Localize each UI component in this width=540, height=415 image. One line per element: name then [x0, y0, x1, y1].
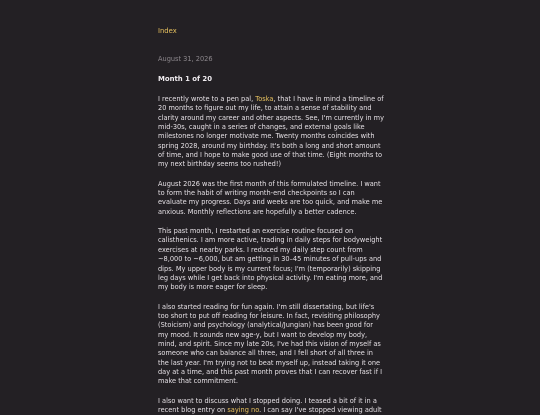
paragraph-3: This past month, I restarted an exercise routine focused on calisthenics. I am more active, trading in daily steps for bodyweight exercises at nearby parks. I reduced my daily step count from ~8,000 to ~6,000, but am getting in 30–45 minutes of pull-ups and dips. My upper body is my current focus; I'm (temporarily) skipping leg days while I get back into physical activity. I'm eating more, and my body is more eager for sleep.	[158, 227, 383, 292]
index-link[interactable]: Index	[158, 27, 177, 35]
paragraph-5	[158, 397, 384, 415]
toska-link[interactable]: Toska	[255, 95, 274, 103]
paragraph-2: August 2026 was the first month of this formulated timeline. I want to form the habit of writing month-end checkpoints so I can evaluate my progress. Days and weeks are too quick, and make me anxious. Monthly reflections are hopefully a better cadence.	[158, 179, 383, 216]
paragraph-1-text-a: I recently wrote to a pen pal,	[158, 95, 256, 103]
paragraph-1-text-b: , that I have in mind a timeline of 20 months to figure out my life, to attain a sense of stability and clarity around my career and other aspects. See, I'm currently in my mid-30s, caught in a series of changes, and external goals like milestones no longer motivate me. Twenty months coincides with spring 2028, around my birthday. It's both a long and short amount of time, and I hope to make good use of that time. (Eight months to my next birthday seems too rushed!)	[158, 95, 385, 169]
paragraph-1	[158, 95, 384, 170]
paragraph-5-text-b: . I can say I've stopped viewing adult	[259, 405, 382, 414]
post-date: August 31, 2026	[158, 55, 213, 63]
paragraph-4: I also started reading for fun again. I'm still dissertating, but life's too short to put off reading for leisure. In fact, revisiting philosophy (Stoicism) and psychology (analytical/Jungian) has been good for my mood. It sounds new age-y, but I want to develop my body, mind, and spirit. Since my late 20s, I've had this vision of myself as someone who can balance all three, and I fell short of all three in the last year. I'm trying not to beat myself up, instead taking it one day at a time, and this past month proves that I can recover fast if I make that commitment.	[158, 302, 383, 386]
article-column	[158, 27, 384, 415]
paragraph-5-text-a: I also want to discuss what I stopped doing. I teased a bit of it in a recent blog entry on	[158, 396, 377, 414]
post-title: Month 1 of 20	[158, 75, 213, 83]
saying-no-link[interactable]: saying no	[227, 405, 260, 414]
